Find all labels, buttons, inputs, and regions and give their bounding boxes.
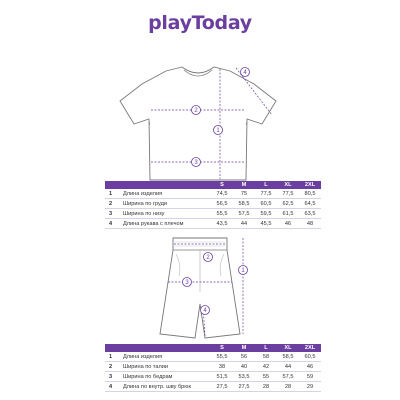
cell: 61,5 <box>277 209 299 219</box>
cell: 55,5 <box>211 352 233 362</box>
column-header: XL <box>277 181 299 189</box>
cell: 58 <box>255 352 277 362</box>
row-label: Длина по внутр. шву брюк <box>121 382 211 392</box>
cell: 58,5 <box>277 352 299 362</box>
shorts-diagram <box>0 232 400 342</box>
table-header-row <box>105 181 321 189</box>
table-row <box>105 372 321 382</box>
cell: 56,5 <box>211 199 233 209</box>
cell: 45,5 <box>255 219 277 229</box>
shorts-marker-4: 4 <box>203 308 207 315</box>
cell: 64,5 <box>299 199 321 209</box>
cell: 55,5 <box>211 209 233 219</box>
cell: 59,5 <box>255 209 277 219</box>
column-header: L <box>255 344 277 352</box>
row-number: 2 <box>105 199 121 209</box>
cell: 74,5 <box>211 189 233 199</box>
tshirt-diagram <box>0 52 400 182</box>
cell: 57,5 <box>233 209 255 219</box>
shorts-marker-1: 1 <box>241 268 245 275</box>
column-header: S <box>211 344 233 352</box>
cell: 43,5 <box>211 219 233 229</box>
cell: 40 <box>233 362 255 372</box>
cell: 55 <box>255 372 277 382</box>
tshirt-marker-2: 2 <box>194 108 198 115</box>
shorts-marker-2: 2 <box>206 255 210 262</box>
table-header-row <box>105 344 321 352</box>
row-label: Ширина по бедрам <box>121 372 211 382</box>
column-header: L <box>255 181 277 189</box>
column-header: M <box>233 181 255 189</box>
row-label: Длина изделия <box>121 189 211 199</box>
tshirt-size-table <box>105 181 321 229</box>
row-number: 4 <box>105 382 121 392</box>
table-row <box>105 352 321 362</box>
cell: 28 <box>255 382 277 392</box>
table-row <box>105 209 321 219</box>
column-header: S <box>211 181 233 189</box>
cell: 46 <box>299 362 321 372</box>
cell: 48 <box>299 219 321 229</box>
tshirt-marker-1: 1 <box>216 128 220 135</box>
cell: 51,5 <box>211 372 233 382</box>
cell: 80,5 <box>299 189 321 199</box>
cell: 27,5 <box>233 382 255 392</box>
row-number: 1 <box>105 189 121 199</box>
cell: 44 <box>277 362 299 372</box>
cell: 77,5 <box>277 189 299 199</box>
cell: 28 <box>277 382 299 392</box>
cell: 38 <box>211 362 233 372</box>
cell: 75 <box>233 189 255 199</box>
row-number: 2 <box>105 362 121 372</box>
cell: 27,5 <box>211 382 233 392</box>
cell: 42 <box>255 362 277 372</box>
cell: 59 <box>299 372 321 382</box>
column-header: 2XL <box>299 344 321 352</box>
cell: 77,5 <box>255 189 277 199</box>
cell: 60,5 <box>255 199 277 209</box>
column-header: 2XL <box>299 181 321 189</box>
row-label: Ширина по низу <box>121 209 211 219</box>
tshirt-marker-3: 3 <box>194 160 198 167</box>
column-header: M <box>233 344 255 352</box>
shorts-marker-3: 3 <box>185 280 189 287</box>
row-number: 4 <box>105 219 121 229</box>
cell: 57,5 <box>277 372 299 382</box>
cell: 62,5 <box>277 199 299 209</box>
table-row <box>105 219 321 229</box>
cell: 63,5 <box>299 209 321 219</box>
table-row <box>105 189 321 199</box>
cell: 46 <box>277 219 299 229</box>
row-label: Длина рукава с плечом <box>121 219 211 229</box>
row-number: 3 <box>105 372 121 382</box>
row-number: 1 <box>105 352 121 362</box>
table-row <box>105 199 321 209</box>
row-number: 3 <box>105 209 121 219</box>
cell: 58,5 <box>233 199 255 209</box>
cell: 56 <box>233 352 255 362</box>
row-label: Ширина по талии <box>121 362 211 372</box>
column-header: XL <box>277 344 299 352</box>
table-row <box>105 362 321 372</box>
cell: 44 <box>233 219 255 229</box>
tshirt-marker-4: 4 <box>243 70 247 77</box>
shorts-size-table <box>105 344 321 392</box>
brand-logo: playToday <box>148 12 252 34</box>
row-label: Ширина по груди <box>121 199 211 209</box>
table-row <box>105 382 321 392</box>
row-label: Длина изделия <box>121 352 211 362</box>
cell: 60,5 <box>299 352 321 362</box>
cell: 29 <box>299 382 321 392</box>
cell: 53,5 <box>233 372 255 382</box>
